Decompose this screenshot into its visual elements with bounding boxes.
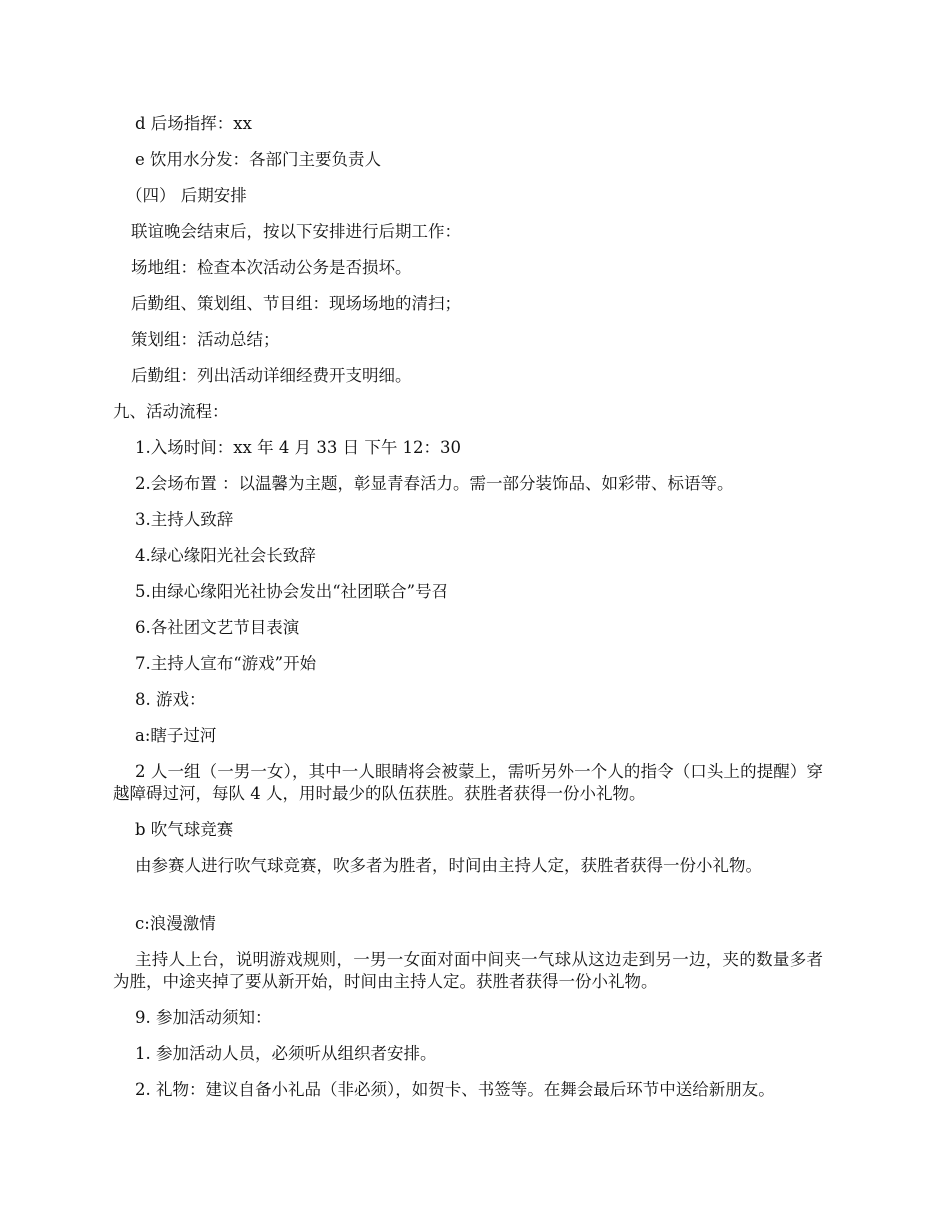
text-line-games-heading: 8. 游戏： [135,690,206,709]
section-heading-activity-process: 九、活动流程： [113,402,229,421]
text-line-after-party: 联谊晚会结束后，按以下安排进行后期工作： [131,222,461,241]
text-line-logistics-group: 后勤组：列出活动详细经费开支明细。 [131,366,412,385]
text-line-host-speech: 3.主持人致辞 [135,510,234,529]
text-line-water-distribution: e 饮用水分发：各部门主要负责人 [135,150,382,169]
text-line-club-union-call: 5.由绿心缘阳光社协会发出“社团联合”号召 [135,582,449,601]
text-line-entry-time: 1.入场时间：xx 年 4 月 33 日 下午 12：30 [135,438,462,457]
text-line-planning-group: 策划组：活动总结； [131,330,280,349]
section-heading-notice: 9. 参加活动须知： [135,1008,272,1027]
text-line-performances: 6.各社团文艺节目表演 [135,618,300,637]
game-title-balloon-contest: b 吹气球竞赛 [135,820,234,839]
text-paragraph-gifts: 2. 礼物：建议自备小礼品（非必须），如贺卡、书签等。在舞会最后环节中送给新朋友。 [135,1080,775,1099]
text-line-back-stage-command: d 后场指挥：xx [135,114,252,133]
game-description-balloon-contest: 由参赛人进行吹气球竞赛，吹多者为胜者，时间由主持人定，获胜者获得一份小礼物。 [135,856,762,875]
game-description-romantic-passion: 主持人上台，说明游戏规则，一男一女面对面中间夹一气球从这边走到另一边，夹的数量多者为胜，中途夹掉了要从新开始，时间由主持人定。获胜者获得一份小礼物。 [113,950,823,991]
game-description-blind-river: 2 人一组（一男一女），其中一人眼睛将会被蒙上，需听另外一个人的指令（口头上的提醒）穿越障碍过河，每队 4 人，用时最少的队伍获胜。获胜者获得一份小礼物。 [113,762,823,803]
section-heading-later-arrangement: （四） 后期安排 [126,186,247,205]
game-title-blind-river: a:瞎子过河 [135,726,217,745]
text-line-follow-organizer: 1. 参加活动人员，必须听从组织者安排。 [135,1044,437,1063]
game-title-romantic-passion: c:浪漫激情 [135,914,216,933]
text-line-cleaning-groups: 后勤组、策划组、节目组：现场场地的清扫； [131,294,461,313]
text-line-venue-decoration: 2.会场布置 ：以温馨为主题，彰显青春活力。需一部分装饰品、如彩带、标语等。 [135,474,734,493]
text-line-president-speech: 4.绿心缘阳光社会长致辞 [135,546,316,565]
text-line-venue-group: 场地组：检查本次活动公务是否损坏。 [131,258,412,277]
text-line-game-start: 7.主持人宣布“游戏”开始 [135,654,317,673]
